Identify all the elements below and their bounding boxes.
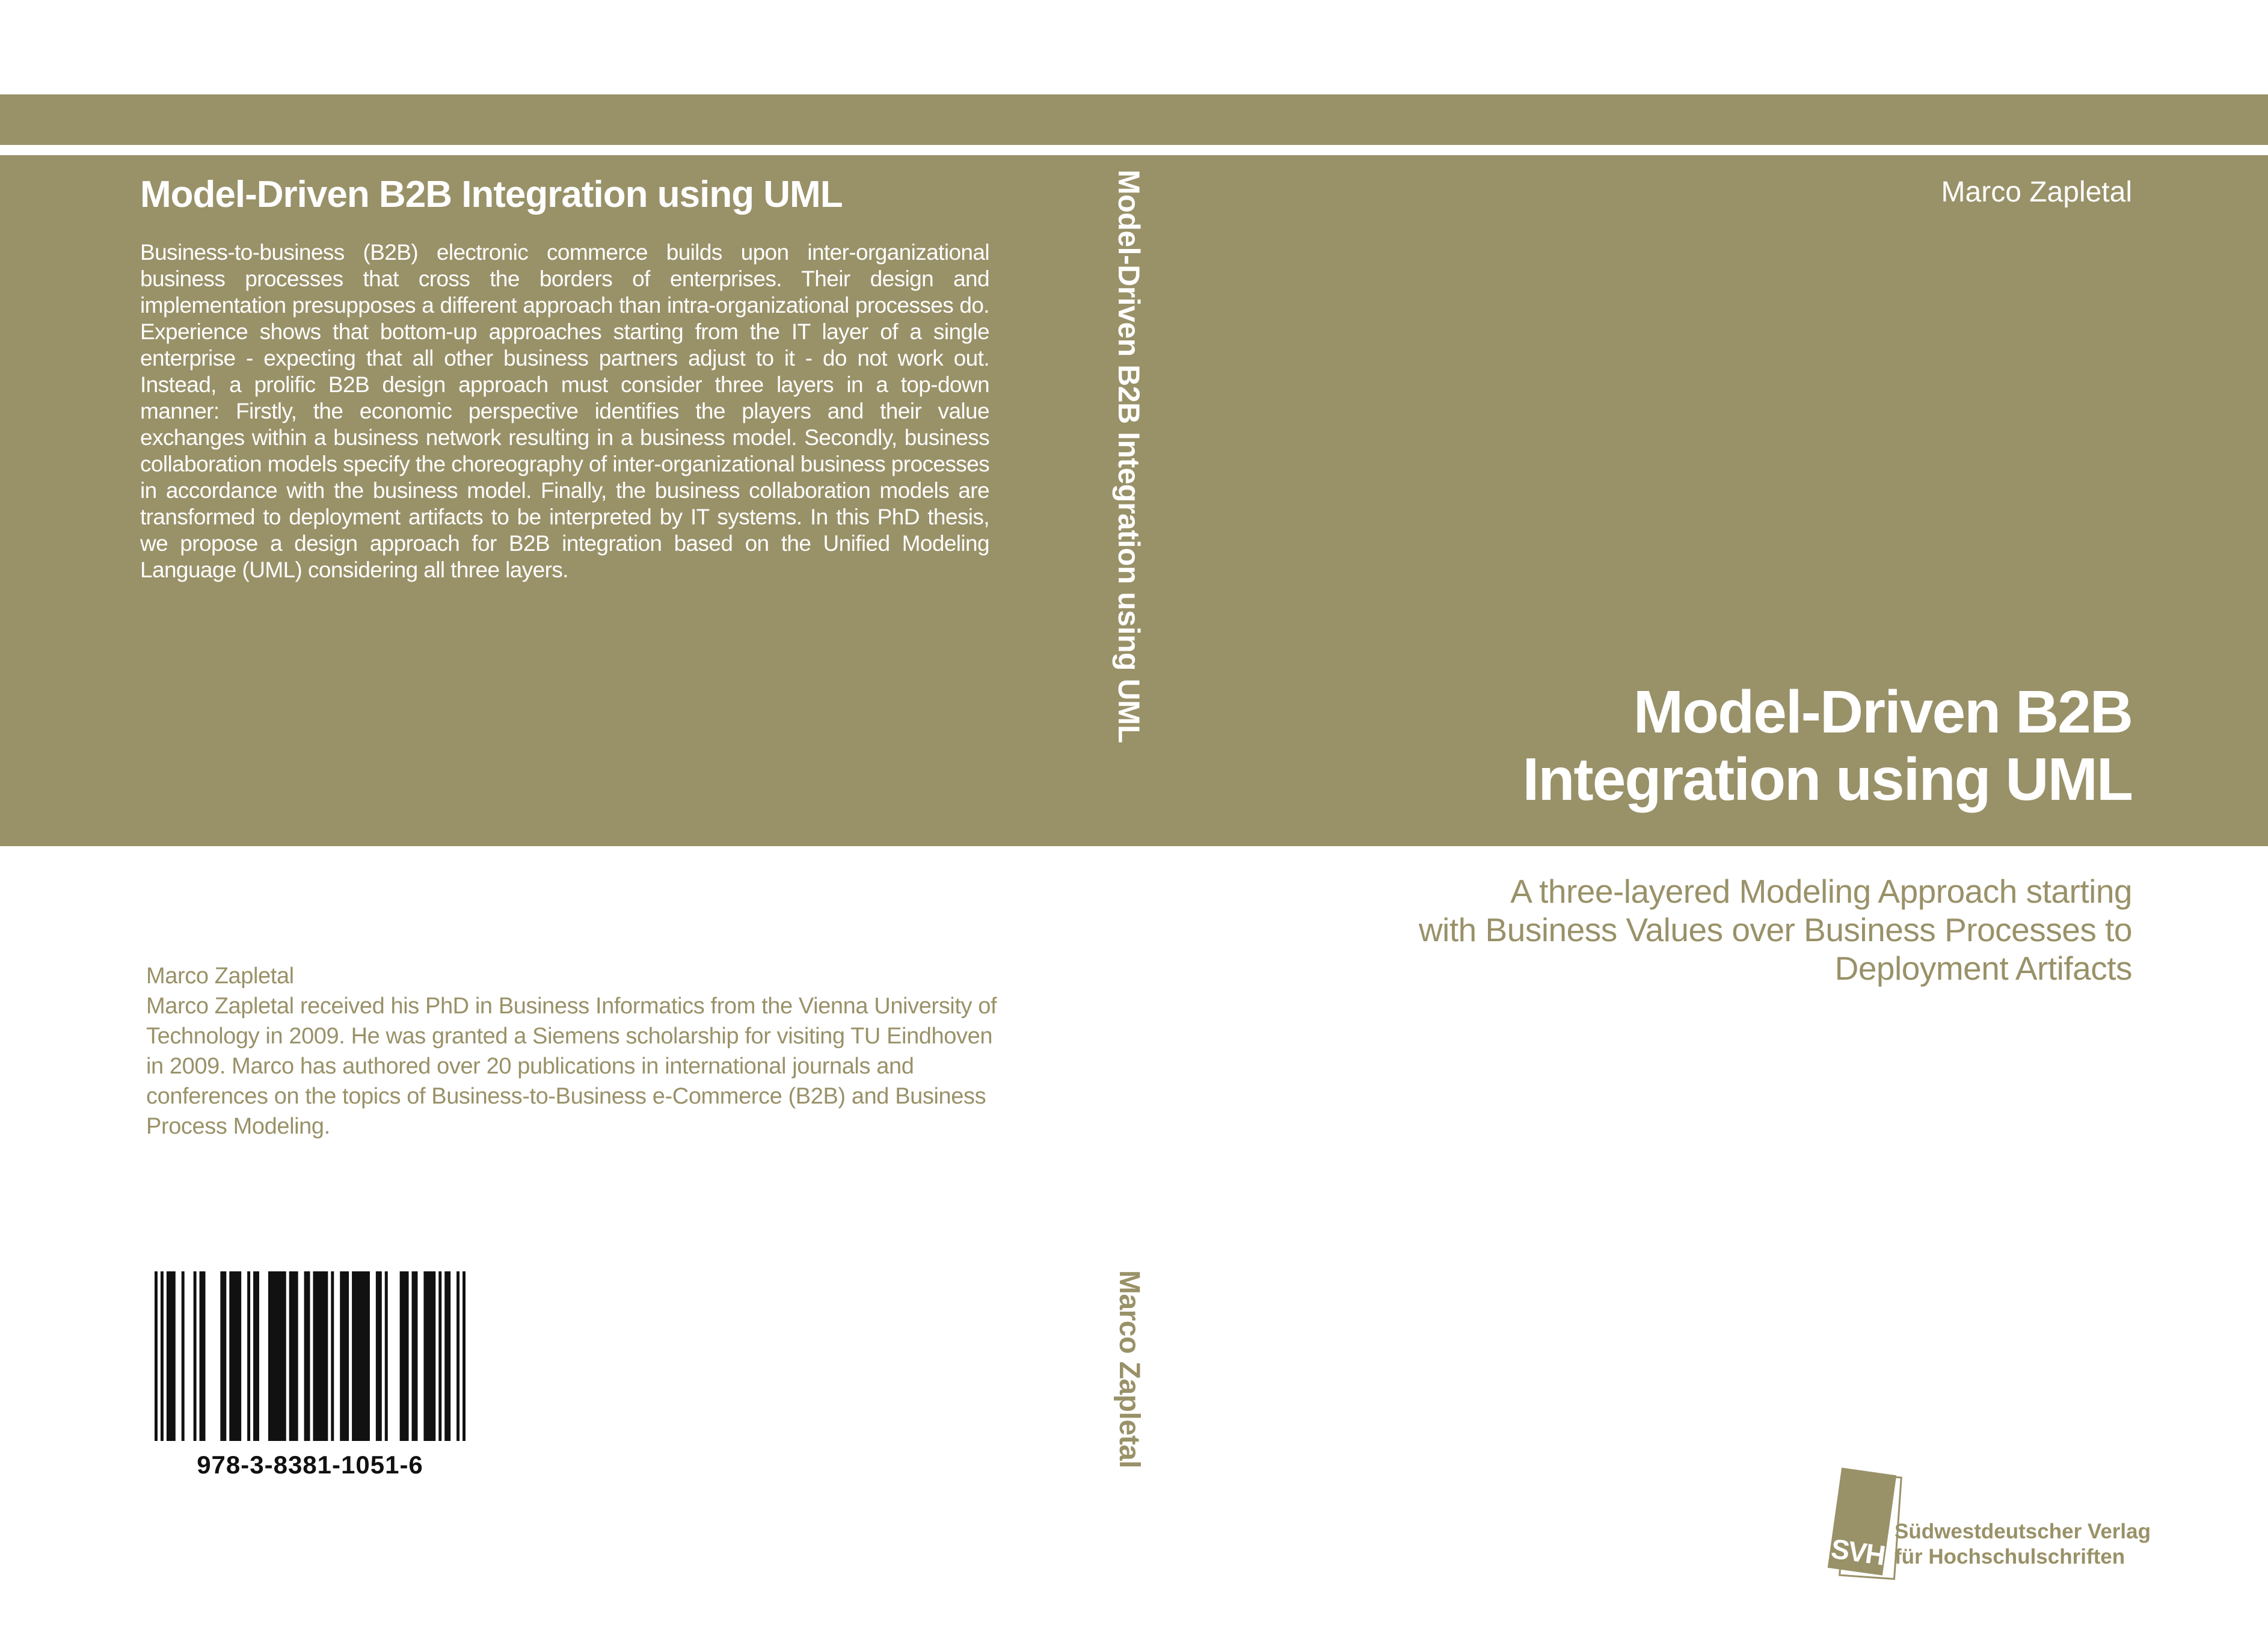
front-author: Marco Zapletal xyxy=(1941,176,2132,208)
isbn-label: 978-3-8381-1051-6 xyxy=(197,1451,423,1479)
front-title-line-2: Integration using UML xyxy=(1522,746,2132,813)
top-olive-stripe xyxy=(0,94,2268,145)
spine-title: Model-Driven B2B Integration using UML xyxy=(1112,170,1146,743)
front-subtitle-line-1: A three-layered Modeling Approach starting xyxy=(1510,873,2132,910)
author-name: Marco Zapletal xyxy=(146,963,294,989)
publisher-name-line-2: für Hochschulschriften xyxy=(1895,1545,2125,1568)
author-bio: Marco Zapletal received his PhD in Business Informatics from the Vienna University of Technology in 2009. He was granted a Siemens scholarship for visiting TU Eindhoven in 2009. Marco has authored over 20 publications in international journals and conferences on the topics of Business-to-Business e-Commerce (B2B) and Business Process Modeling. xyxy=(146,994,997,1139)
back-cover-abstract: Business-to-business (B2B) electronic commerce builds upon inter-organizational business processes that cross the borders of enterprises. Their design and implementation presupposes a different approach than intra-organizational processes do. Experience shows that bottom-up approaches starting from the IT layer of a single enterprise - expecting that all other business partners adjust to it - do not work out. Instead, a prolific B2B design approach must consider three layers in a top-down manner: Firstly, the economic perspective identifies the players and their value exchanges within a business network resulting in a business model. Secondly, business collaboration models specify the choreography of inter-organizational business processes in accordance with the business model. Finally, the business collaboration models are transformed to deployment artifacts to be interpreted by IT systems. In this PhD thesis, we propose a design approach for B2B integration based on the Unified Modeling Language (UML) considering all three layers. xyxy=(140,240,989,582)
publisher-name xyxy=(1895,1519,2207,1570)
publisher-logo-svh-label: SVH xyxy=(1829,1532,1887,1571)
author-bio-block xyxy=(146,961,1000,1141)
front-title-line-1: Model-Driven B2B xyxy=(1633,678,2132,746)
publisher-name-line-1: Südwestdeutscher Verlag xyxy=(1895,1520,2151,1543)
front-subtitle-line-3: Deployment Artifacts xyxy=(1834,950,2132,987)
back-cover-title: Model-Driven B2B Integration using UML xyxy=(140,174,843,215)
front-subtitle-line-2: with Business Values over Business Processes to xyxy=(1418,911,2132,948)
spine-author: Marco Zapletal xyxy=(1113,1270,1145,1469)
barcode xyxy=(155,1271,466,1441)
front-subtitle xyxy=(1110,872,2132,987)
barcode-box xyxy=(155,1271,466,1441)
front-title xyxy=(1110,678,2132,813)
